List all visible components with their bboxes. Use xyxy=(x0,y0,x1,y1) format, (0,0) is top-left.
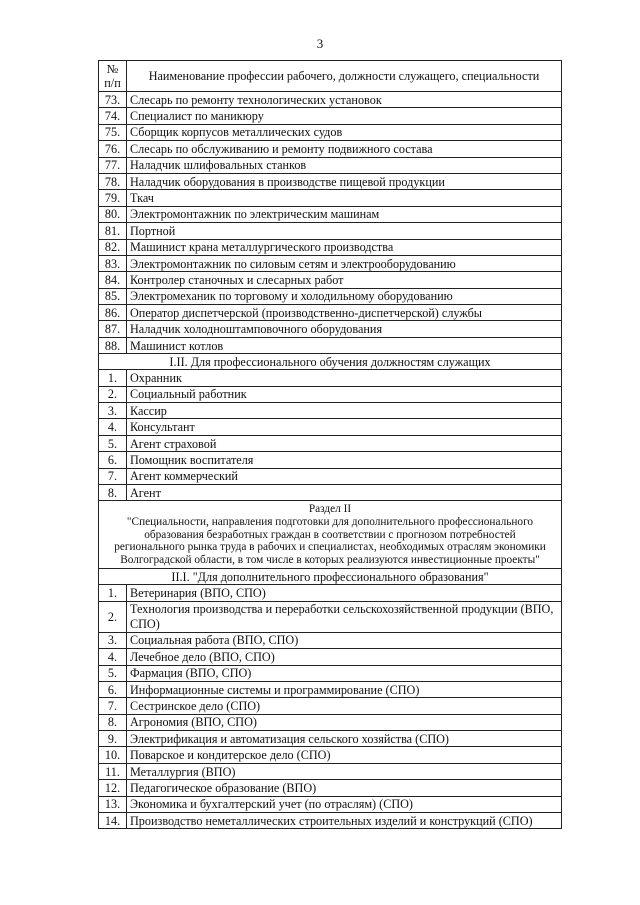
row-name: Оператор диспетчерской (производственно-диспетчерской) службы xyxy=(127,305,562,321)
row-number: 13. xyxy=(99,796,127,812)
profession-row xyxy=(99,305,562,321)
specialty-row xyxy=(99,731,562,747)
professions-table xyxy=(98,60,562,829)
number-header-abbr: п/п xyxy=(104,76,121,90)
profession-row xyxy=(99,108,562,124)
specialty-row xyxy=(99,698,562,714)
row-number: 73. xyxy=(99,92,127,108)
row-number: 85. xyxy=(99,288,127,304)
row-number: 80. xyxy=(99,206,127,222)
row-number: 10. xyxy=(99,747,127,763)
number-column-header xyxy=(99,61,127,92)
row-name: Информационные системы и программирование (СПО) xyxy=(127,681,562,697)
profession-row xyxy=(99,124,562,140)
row-name: Электромонтажник по силовым сетям и электрооборудованию xyxy=(127,255,562,271)
row-name: Социальная работа (ВПО, СПО) xyxy=(127,632,562,648)
section-2-line3: регионального рынка труда в рабочих и специалистах, необходимых отраслям экономики xyxy=(114,541,546,554)
specialty-row xyxy=(99,632,562,648)
profession-row xyxy=(99,206,562,222)
specialty-row xyxy=(99,665,562,681)
specialty-row xyxy=(99,681,562,697)
position-row xyxy=(99,419,562,435)
section-2-label: Раздел II xyxy=(308,503,352,516)
position-row xyxy=(99,386,562,402)
row-name: Консультант xyxy=(127,419,562,435)
section-2-block xyxy=(99,501,562,569)
row-number: 84. xyxy=(99,272,127,288)
table-header xyxy=(99,61,562,92)
position-row xyxy=(99,403,562,419)
row-name: Сборщик корпусов металлических судов xyxy=(127,124,562,140)
row-name: Фармация (ВПО, СПО) xyxy=(127,665,562,681)
row-number: 7. xyxy=(99,468,127,484)
specialty-row xyxy=(99,813,562,829)
row-number: 5. xyxy=(99,665,127,681)
specialty-row xyxy=(99,763,562,779)
position-row xyxy=(99,468,562,484)
section-2-1-heading xyxy=(99,569,562,585)
position-row xyxy=(99,435,562,451)
row-name: Ткач xyxy=(127,190,562,206)
row-number: 14. xyxy=(99,813,127,829)
row-number: 75. xyxy=(99,124,127,140)
row-name: Наладчик оборудования в производстве пищевой продукции xyxy=(127,173,562,189)
row-number: 6. xyxy=(99,681,127,697)
profession-row xyxy=(99,272,562,288)
title-column-header: Наименование профессии рабочего, должности служащего, специальности xyxy=(127,61,562,92)
row-name: Агент страховой xyxy=(127,435,562,451)
row-name: Слесарь по обслуживанию и ремонту подвижного состава xyxy=(127,141,562,157)
row-name: Агрономия (ВПО, СПО) xyxy=(127,714,562,730)
row-name: Помощник воспитателя xyxy=(127,452,562,468)
profession-row xyxy=(99,321,562,337)
specialty-row xyxy=(99,601,562,632)
row-name: Металлургия (ВПО) xyxy=(127,763,562,779)
row-number: 7. xyxy=(99,698,127,714)
row-number: 9. xyxy=(99,731,127,747)
row-name: Контролер станочных и слесарных работ xyxy=(127,272,562,288)
profession-row xyxy=(99,288,562,304)
row-name: Социальный работник xyxy=(127,386,562,402)
row-name: Экономика и бухгалтерский учет (по отраслям) (СПО) xyxy=(127,796,562,812)
row-name: Лечебное дело (ВПО, СПО) xyxy=(127,649,562,665)
section-2-1-heading-text: II.I. "Для дополнительного профессионального образования" xyxy=(99,569,562,585)
row-number: 3. xyxy=(99,632,127,648)
row-name: Поварское и кондитерское дело (СПО) xyxy=(127,747,562,763)
row-number: 79. xyxy=(99,190,127,206)
page-number: 3 xyxy=(316,36,324,51)
row-name: Агент коммерческий xyxy=(127,468,562,484)
profession-row xyxy=(99,223,562,239)
row-name: Педагогическое образование (ВПО) xyxy=(127,780,562,796)
profession-row xyxy=(99,92,562,108)
row-number: 2. xyxy=(99,386,127,402)
row-number: 83. xyxy=(99,255,127,271)
row-number: 74. xyxy=(99,108,127,124)
row-name: Производство неметаллических строительных изделий и конструкций (СПО) xyxy=(127,813,562,829)
row-name: Специалист по маникюру xyxy=(127,108,562,124)
row-number: 1. xyxy=(99,370,127,386)
row-number: 8. xyxy=(99,484,127,500)
number-header-sign: № xyxy=(106,62,119,76)
row-number: 2. xyxy=(99,601,127,632)
profession-row xyxy=(99,190,562,206)
section-2-line1: "Специальности, направления подготовки для дополнительного профессионального xyxy=(126,515,534,528)
row-name: Технология производства и переработки сельскохозяйственной продукции (ВПО, СПО) xyxy=(127,601,562,632)
section-2-line4: Волгоградской области, в том числе в которых реализуются инвестиционные проекты" xyxy=(120,553,540,566)
row-number: 11. xyxy=(99,763,127,779)
specialty-row xyxy=(99,714,562,730)
row-number: 1. xyxy=(99,585,127,601)
specialty-row xyxy=(99,585,562,601)
row-number: 76. xyxy=(99,141,127,157)
row-number: 88. xyxy=(99,337,127,353)
row-number: 12. xyxy=(99,780,127,796)
row-number: 4. xyxy=(99,649,127,665)
row-name: Наладчик холодноштамповочного оборудования xyxy=(127,321,562,337)
row-name: Электромонтажник по электрическим машинам xyxy=(127,206,562,222)
section-1-2-heading xyxy=(99,354,562,370)
position-row xyxy=(99,370,562,386)
row-name: Портной xyxy=(127,223,562,239)
row-name: Охранник xyxy=(127,370,562,386)
section-2-heading xyxy=(99,501,562,569)
row-name: Электрификация и автоматизация сельского хозяйства (СПО) xyxy=(127,731,562,747)
profession-row xyxy=(99,157,562,173)
specialty-row xyxy=(99,780,562,796)
row-number: 5. xyxy=(99,435,127,451)
row-number: 78. xyxy=(99,173,127,189)
section-2-line2: образования безработных граждан в соответствии с прогнозом потребностей xyxy=(144,528,516,541)
profession-row xyxy=(99,141,562,157)
row-name: Слесарь по ремонту технологических установок xyxy=(127,92,562,108)
specialty-row xyxy=(99,796,562,812)
row-name: Машинист котлов xyxy=(127,337,562,353)
profession-row xyxy=(99,337,562,353)
row-number: 8. xyxy=(99,714,127,730)
row-name: Наладчик шлифовальных станков xyxy=(127,157,562,173)
profession-row xyxy=(99,173,562,189)
row-name: Машинист крана металлургического производства xyxy=(127,239,562,255)
row-name: Электромеханик по торговому и холодильному оборудованию xyxy=(127,288,562,304)
row-name: Ветеринария (ВПО, СПО) xyxy=(127,585,562,601)
specialty-row xyxy=(99,649,562,665)
row-name: Кассир xyxy=(127,403,562,419)
row-number: 86. xyxy=(99,305,127,321)
row-number: 4. xyxy=(99,419,127,435)
profession-row xyxy=(99,255,562,271)
row-name: Агент xyxy=(127,484,562,500)
row-number: 87. xyxy=(99,321,127,337)
position-row xyxy=(99,452,562,468)
specialty-row xyxy=(99,747,562,763)
profession-row xyxy=(99,239,562,255)
row-number: 82. xyxy=(99,239,127,255)
row-number: 6. xyxy=(99,452,127,468)
row-name: Сестринское дело (СПО) xyxy=(127,698,562,714)
row-number: 81. xyxy=(99,223,127,239)
position-row xyxy=(99,484,562,500)
section-1-2-heading-text: I.II. Для профессионального обучения должностям служащих xyxy=(99,354,562,370)
row-number: 77. xyxy=(99,157,127,173)
row-number: 3. xyxy=(99,403,127,419)
